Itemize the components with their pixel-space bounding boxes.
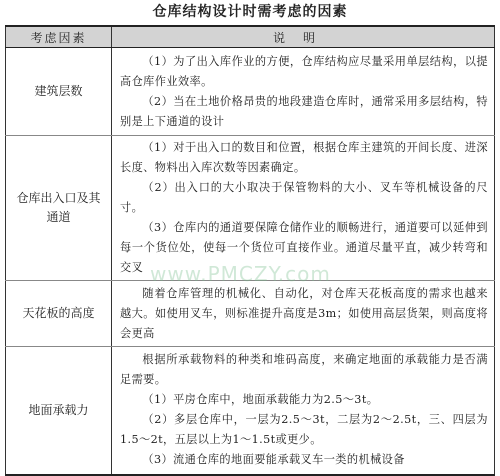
factors-table	[5, 25, 495, 476]
table-row	[6, 347, 495, 475]
description-paragraph: （1）为了出入库作业的方便，仓库结构应尽量采用单层结构，以提高仓库作业效率。	[120, 54, 488, 88]
table-row	[6, 281, 495, 347]
description-paragraph: （1）对于出入口的数目和位置，根据仓库主建筑的开间长度、进深长度、物料出入库次数等因素确定。	[120, 141, 488, 174]
description-paragraph: 随着仓库管理的机械化、自动化，对仓库天花板高度的需求也越来越大。如使用叉车，则标准提升高度是3m；如使用高层货架，则高度将会更高	[120, 286, 488, 340]
description-paragraph: （2）出入口的大小取决于保管物料的大小、叉车等机械设备的尺寸。	[120, 181, 488, 214]
description-cell	[112, 48, 495, 136]
description-paragraph: （1）平房仓库中，地面承载能力为2.5～3t。	[142, 393, 379, 407]
header-factor: 考虑因素	[6, 26, 112, 48]
table-header-row	[6, 26, 495, 48]
description-cell	[112, 281, 495, 347]
table-row	[6, 136, 495, 281]
description-paragraph: （3）仓库内的通道要保障仓储作业的顺畅进行，通道要可以延伸到每一个货位处，使每一个货位可直接作业。通道尽量平直，减少转弯和交叉	[120, 221, 488, 274]
description-paragraph: （2）当在土地价格昂贵的地段建造仓库时，通常采用多层结构，特别是上下通道的设计	[120, 94, 488, 128]
page-title: 仓库结构设计时需考虑的因素	[152, 4, 348, 20]
description-paragraph: （3）流通仓库的地面要能承载叉车一类的机械设备	[142, 453, 405, 467]
watermark: www.PMCZY.com	[150, 262, 331, 286]
factor-cell: 天花板的高度	[6, 281, 112, 347]
factor-cell: 建筑层数	[6, 48, 112, 136]
description-paragraph: 根据所承载物料的种类和堆码高度，来确定地面的承载能力是否满足需要。	[120, 353, 488, 387]
description-cell	[112, 136, 495, 281]
factor-cell	[6, 136, 112, 281]
description-paragraph: （2）多层仓库中，一层为2.5～3t，二层为2～2.5t，三、四层为1.5～2t，五层以上为1～1.5t或更少。	[120, 413, 488, 447]
description-cell	[112, 347, 495, 475]
factor-cell: 地面承载力	[6, 347, 112, 475]
table-row	[6, 48, 495, 136]
header-description: 说明	[112, 26, 495, 48]
factor-label: 仓库出入口及其通道	[16, 191, 101, 224]
